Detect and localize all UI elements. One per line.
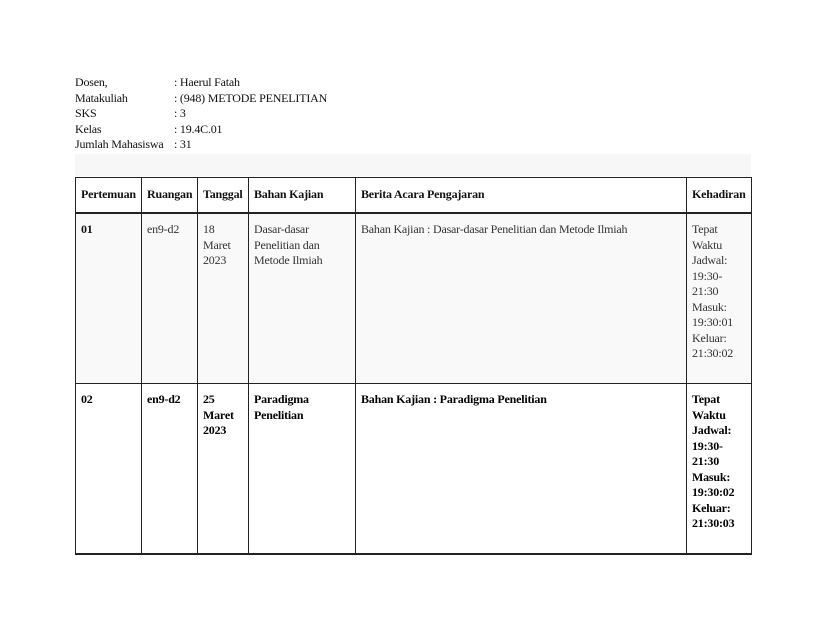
info-value: : (948) METODE PENELITIAN (174, 90, 328, 105)
info-label: Jumlah Mahasiswa (75, 137, 164, 151)
kehadiran-jadwal: Jadwal: 19:30-21:30 (692, 253, 728, 298)
cell-kehadiran (687, 213, 752, 384)
kehadiran-masuk: Masuk: 19:30:02 (692, 469, 735, 499)
header-bahan-kajian: Bahan Kajian (249, 178, 356, 214)
kehadiran-status: Tepat Waktu (692, 392, 726, 422)
info-row-kelas (75, 122, 327, 138)
kehadiran-status: Tepat Waktu (692, 222, 723, 252)
info-row-sks (75, 106, 327, 122)
course-info (75, 75, 327, 153)
cell-pertemuan: 01 (76, 213, 142, 384)
kehadiran-keluar: Keluar: 21:30:02 (692, 330, 734, 360)
cell-kehadiran (687, 384, 752, 555)
header-kehadiran: Kehadiran (687, 178, 752, 214)
table-row (76, 213, 752, 384)
info-value: : Haerul Fatah (174, 75, 240, 89)
table-header-row (76, 178, 752, 214)
info-row-jumlah-mahasiswa (75, 137, 327, 153)
cell-ruangan: en9-d2 (142, 384, 198, 555)
table-row (76, 384, 752, 555)
info-label: SKS (75, 106, 97, 120)
cell-bahan-kajian: Paradigma Penelitian (249, 384, 356, 555)
cell-tanggal: 18 Maret 2023 (198, 213, 249, 384)
info-row-matakuliah (75, 91, 327, 107)
info-row-dosen (75, 75, 327, 91)
header-ruangan: Ruangan (142, 178, 198, 214)
kehadiran-masuk: Masuk: 19:30:01 (692, 299, 734, 329)
cell-berita-acara: Bahan Kajian : Dasar-dasar Penelitian dan Metode Ilmiah (356, 213, 687, 384)
info-value: : 3 (174, 106, 186, 120)
header-pertemuan: Pertemuan (76, 178, 142, 214)
table-top-band (75, 154, 751, 176)
info-label: Matakuliah (75, 90, 128, 105)
cell-ruangan: en9-d2 (142, 213, 198, 384)
kehadiran-keluar: Keluar: 21:30:03 (692, 500, 735, 530)
attendance-table (75, 177, 752, 555)
info-value: : 19.4C.01 (174, 121, 223, 136)
cell-tanggal: 25 Maret 2023 (198, 384, 249, 555)
info-label: Kelas (75, 121, 102, 136)
info-label: Dosen, (75, 75, 108, 89)
info-value: : 31 (174, 137, 192, 151)
header-berita-acara: Berita Acara Pengajaran (356, 178, 687, 214)
cell-berita-acara: Bahan Kajian : Paradigma Penelitian (356, 384, 687, 555)
cell-pertemuan: 02 (76, 384, 142, 555)
header-tanggal: Tanggal (198, 178, 249, 214)
kehadiran-jadwal: Jadwal: 19:30-21:30 (692, 423, 732, 468)
cell-bahan-kajian: Dasar-dasar Penelitian dan Metode Ilmiah (249, 213, 356, 384)
